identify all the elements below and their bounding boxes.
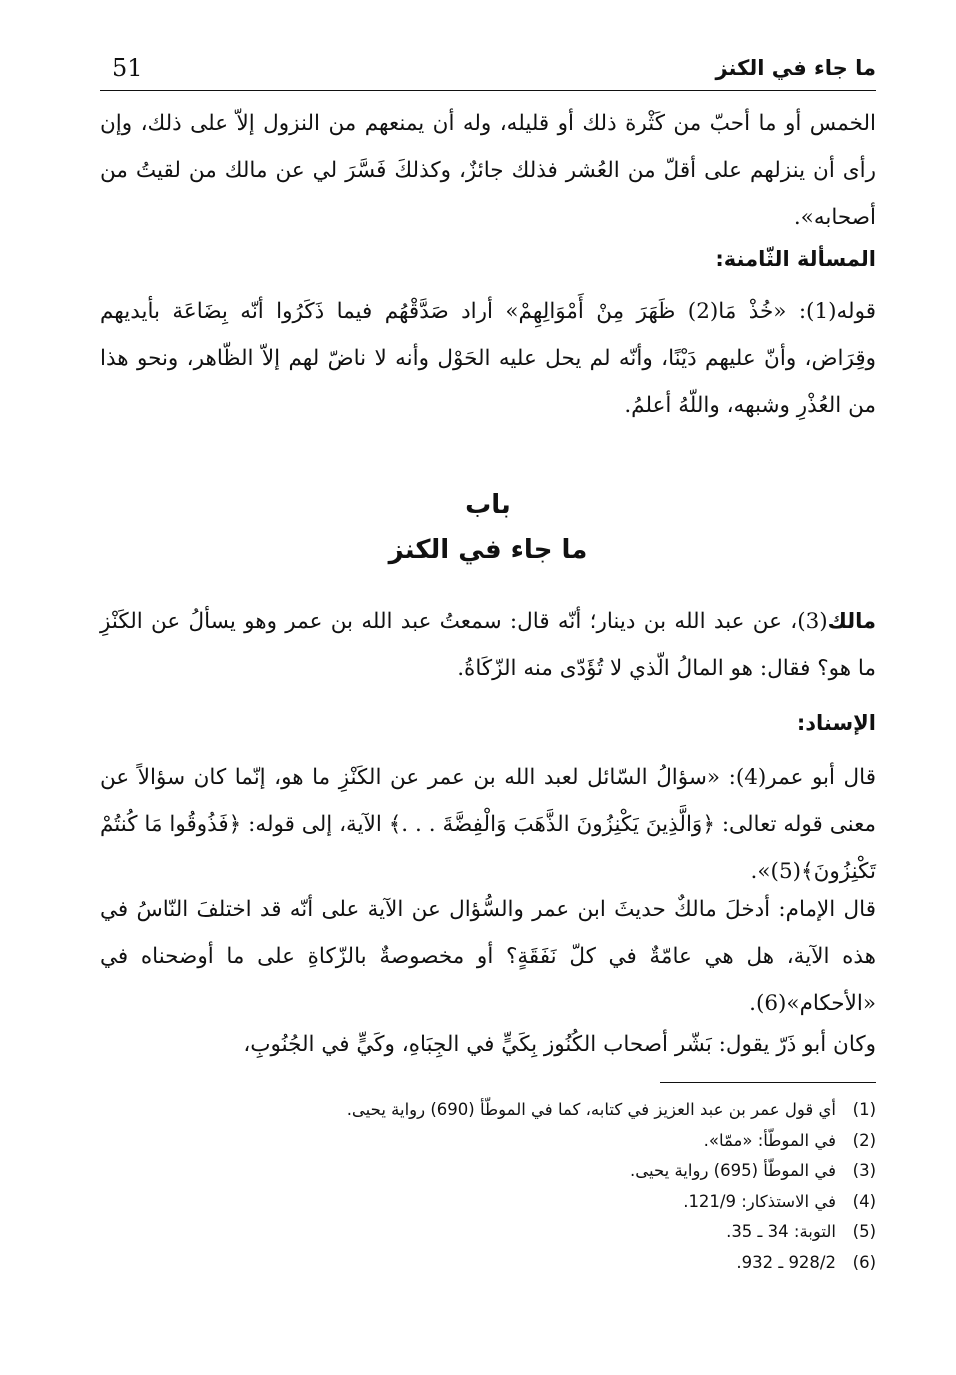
subheading-masala: المسألة الثّامنة: bbox=[715, 247, 876, 271]
footnote-text: 928/2 ـ 932. bbox=[736, 1252, 836, 1272]
narrator-name: مالك bbox=[827, 609, 876, 633]
footnote-number: (4) bbox=[852, 1191, 876, 1211]
footnote-text: في الموطّأ: «ممّا». bbox=[703, 1130, 836, 1150]
paragraph: وكان أبو ذَرّ يقول: بَشّر أصحاب الكُنُوز بِكَيٍّ في الجِبَاهِ، وكَيٍّ في الجُنُوبِ، bbox=[243, 1032, 876, 1057]
footnote bbox=[100, 1126, 876, 1157]
footnote bbox=[100, 1248, 876, 1279]
footnote-number: (5) bbox=[852, 1222, 876, 1241]
footnote-text: في الموطّأ (695) رواية يحيى. bbox=[629, 1161, 836, 1180]
paragraph-masala bbox=[100, 288, 876, 429]
paragraph-malik bbox=[100, 598, 876, 692]
heading-isnad-block bbox=[100, 700, 876, 747]
paragraph-imam bbox=[100, 886, 876, 1027]
paragraph-abu-umar bbox=[100, 754, 876, 895]
paragraph-abu-dharr bbox=[100, 1021, 876, 1068]
footnote-number: (3) bbox=[852, 1161, 876, 1180]
running-title: ما جاء في الكنز bbox=[715, 56, 876, 80]
footnote-number: (6) bbox=[852, 1252, 876, 1272]
subheading-isnad: الإسناد: bbox=[796, 711, 876, 735]
footnote-divider bbox=[660, 1082, 876, 1083]
footnote-text: في الاستذكار: 121/9. bbox=[683, 1191, 836, 1211]
section-label-bab: باب bbox=[465, 490, 511, 520]
page-header bbox=[100, 50, 876, 91]
section-title: ما جاء في الكنز bbox=[388, 535, 588, 565]
paragraph: الخمس أو ما أحبّ من كَثْرة ذلك أو قليله، وله أن يمنعهم من النزول إلاّ على ذلك، وإن رأى أن ينزلهم على أقلّ من العُشر فذلك جائزٌ، وكذلكَ فَسَّرَ لي عن مالك من لقيتُ من أصحابه». bbox=[100, 111, 876, 230]
paragraph: قال أبو عمر(4): «سؤالُ السّائل لعبد الله بن عمر عن الكَنْزِ ما هو، إنّما كان سؤالاً عن معنى قوله تعالى: ﴿وَالَّذِينَ يَكْنِزُونَ الذَّهَبَ وَالْفِضَّةَ . . .﴾ الآية، إلى قوله: ﴿فَذُوقُوا مَا كُنتُمْ تَكْنِزُونَ﴾(5)». bbox=[100, 765, 876, 884]
footnote-text: التوبة: 34 ـ 35. bbox=[726, 1222, 836, 1241]
footnote bbox=[100, 1187, 876, 1218]
page-number: 51 bbox=[112, 54, 143, 82]
footnote bbox=[100, 1095, 876, 1126]
paragraph-text: (3)، عن عبد الله بن دينار؛ أنّه قال: سمعتُ عبد الله بن عمر وهو يسألُ عن الكَنْزِ ما هو؟ فقال: هو المالُ الّذي لا تُؤَدّى منه الزّكَاةُ. bbox=[100, 609, 876, 681]
paragraph-continuation bbox=[100, 100, 876, 241]
heading-masala-block bbox=[100, 236, 876, 283]
footnote-number: (1) bbox=[852, 1100, 876, 1119]
footnote bbox=[100, 1217, 876, 1248]
footnote-number: (2) bbox=[852, 1130, 876, 1150]
footnotes bbox=[100, 1095, 876, 1278]
footnote-text: أي قول عمر بن عبد العزيز في كتابه، كما في الموطّأ (690) رواية يحيى. bbox=[346, 1100, 836, 1119]
paragraph: قال الإمام: أدخلَ مالكٌ حديثَ ابن عمر والسُّؤال عن الآية على أنّه قد اختلفَ النّاسُ في هذه الآية، هل هي عامّةٌ في كلّ نَفَقَةٍ؟ أو مخصوصةٌ بالزّكاةِ على ما أوضحناه في «الأحكام»(6). bbox=[100, 897, 876, 1016]
paragraph: قوله(1): «خُذْ مَا(2) ظَهَرَ مِنْ أَمْوَالِهِمْ» أراد صَدَّقْهُم فيما ذَكَرُوا أنّه بِضَاعَة بأيديهم وقِرَاض، وأنّ عليهم دَيْنًا، وأنّه لم يحل عليه الحَوْل وأنه لا ناضّ لهم إلاّ الظّاهر، ونحو هذا من العُذْرِ وشبهه، واللّهُ أعلمُ. bbox=[100, 299, 876, 418]
footnote bbox=[100, 1156, 876, 1187]
